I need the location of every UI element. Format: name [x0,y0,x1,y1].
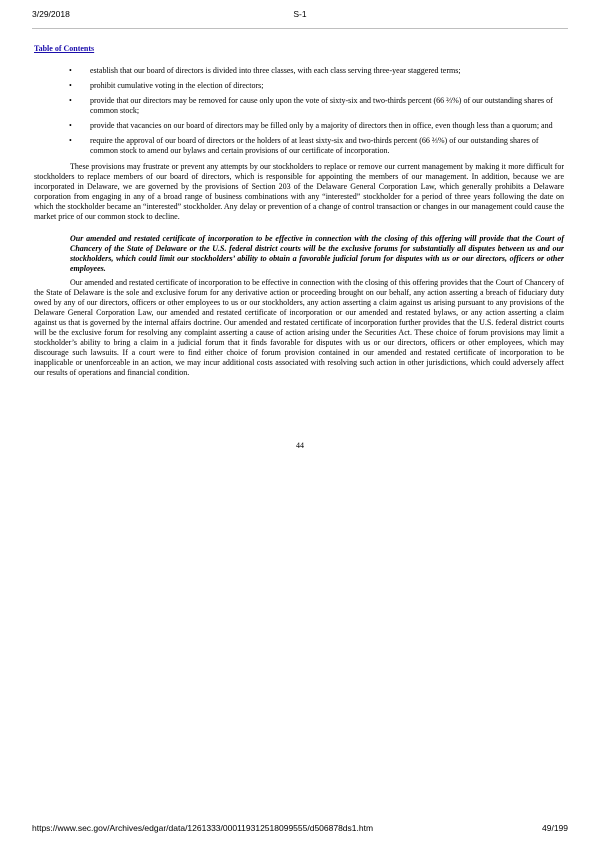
risk-factor-heading: Our amended and restated certificate of incorporation to be effective in connection with the closing of this offering will provide that the Court of Chancery of the State of Delaware or the U.S. federal district courts will be the exclusive forums for substantially all disputes between us and our stockholders, which could limit our stockholders’ ability to obtain a favorable judicial forum for disputes with us or our directors, officers or other employees. [70,234,564,273]
print-date: 3/29/2018 [32,9,70,19]
page-content [34,66,564,378]
document-title: S-1 [293,9,307,19]
table-of-contents-link[interactable]: Table of Contents [34,44,95,53]
header-divider [32,28,568,29]
bullet-icon: • [69,96,72,105]
bullet-text: provide that our directors may be removed for cause only upon the vote of sixty-six and two-thirds percent (66 ⅔%) of our outstanding shares of common stock; [90,96,553,115]
body-paragraph: Our amended and restated certificate of incorporation to be effective in connection with the closing of this offering provides that the Court of Chancery of the State of Delaware is the sole and exclusive forum for any derivative action or proceeding brought on our behalf, any action asserting a breach of fiduciary duty owed by any of our directors, officers or other employees to us or our stockholders, any action asserting a claim against us arising pursuant to any provisions of the Delaware General Corporation Law, our amended and restated certificate of incorporation or our amended and restated bylaws, or any action asserting a claim against us that is governed by the internal affairs doctrine. Our amended and restated certificate of incorporation further provides that the U.S. federal district courts will be the exclusive forum for resolving any complaint asserting a cause of action arising under the Securities Act. These choice of forum provisions may limit a stockholder’s ability to bring a claim in a judicial forum that it finds favorable for disputes with us or our directors, officers or other employees, which may discourage such lawsuits. If a court were to find either choice of forum provision contained in our amended and restated certificate of incorporation to be inapplicable or unenforceable in an action, we may incur additional costs associated with resolving such action in other jurisdictions, which could adversely affect our results of operations and financial condition. [34,278,564,377]
bullet-text: require the approval of our board of directors or the holders of at least sixty-six and two-thirds percent (66 ⅔%) of our outstanding shares of common stock to amend our bylaws and certain provisions of our certificate of incorporation. [90,136,539,155]
print-footer [32,823,568,835]
list-item [34,136,564,156]
list-item [34,96,564,116]
bullet-text: establish that our board of directors is divided into three classes, with each class serving three-year staggered terms; [90,66,461,75]
bullet-icon: • [69,66,72,75]
list-item [34,81,564,91]
bullet-icon: • [69,81,72,90]
page-number: 44 [296,441,304,450]
bullet-icon: • [69,121,72,130]
bullet-text: provide that vacancies on our board of directors may be filled only by a majority of directors then in office, even though less than a quorum; and [90,121,553,130]
list-item [34,66,564,76]
print-page-count: 49/199 [542,823,568,833]
bullet-text: prohibit cumulative voting in the election of directors; [90,81,264,90]
print-header [32,9,568,21]
body-paragraph: These provisions may frustrate or prevent any attempts by our stockholders to replace or remove our current management by making it more difficult for stockholders to replace members of our board of directors, which is responsible for appointing the members of our management. In addition, because we are incorporated in Delaware, we are governed by the provisions of Section 203 of the Delaware General Corporation Law, which generally prohibits a Delaware corporation from engaging in any of a broad range of business combinations with any “interested” stockholder for a period of three years following the date on which the stockholder became an “interested” stockholder. Any delay or prevention of a change of control transaction or changes in our management could cause the market price of our common stock to decline. [34,162,564,221]
list-item [34,121,564,131]
source-url: https://www.sec.gov/Archives/edgar/data/1261333/000119312518099555/d506878ds1.htm [32,823,374,833]
bullet-icon: • [69,136,72,145]
bullet-list [34,66,564,156]
